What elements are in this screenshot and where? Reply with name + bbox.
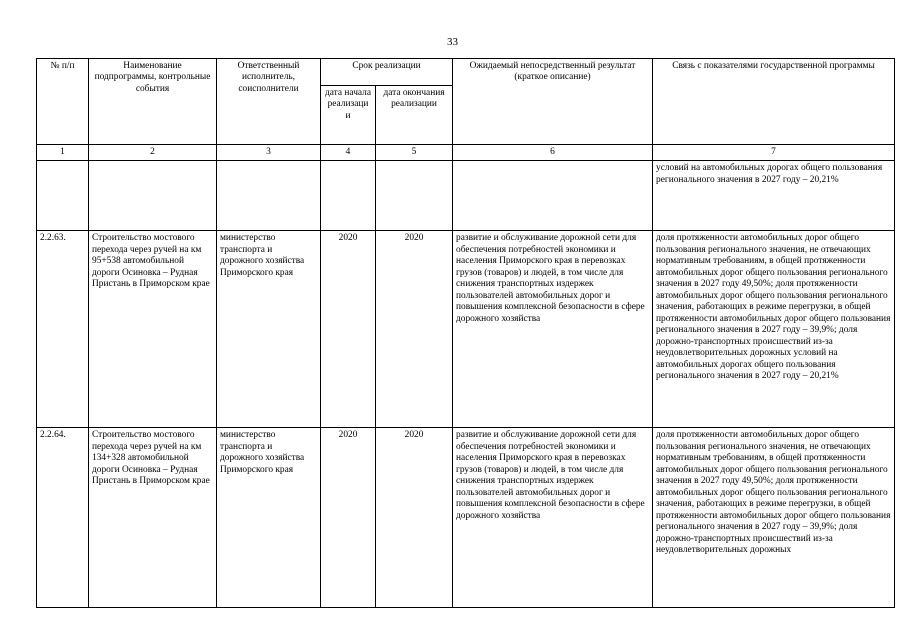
event-name: Строительство мостового перехода через ручей на км 95+538 автомобильной дороги Осиновка – Рудная Пристань в Приморском крае xyxy=(89,231,217,428)
empty-cell xyxy=(89,161,217,231)
header-row xyxy=(37,59,895,86)
table-row xyxy=(37,231,895,428)
header-name: Наименование подпрограммы, контрольные события xyxy=(89,59,217,145)
row-number: 2.2.64. xyxy=(37,428,89,608)
end-date: 2020 xyxy=(376,231,453,428)
empty-cell xyxy=(453,161,653,231)
executor: министерство транспорта и дорожного хозяйства Приморского края xyxy=(217,231,321,428)
executor: министерство транспорта и дорожного хозяйства Приморского края xyxy=(217,428,321,608)
header-executor: Ответственный исполнитель, соисполнители xyxy=(217,59,321,145)
header-link: Связь с показателями государственной программы xyxy=(653,59,895,145)
column-number: 7 xyxy=(653,145,895,161)
expected-result: развитие и обслуживание дорожной сети для обеспечения потребностей экономики и населения Приморского края в перевозках грузов (товаров) и людей, в том числе для снижения транспортных издержек пользователей автомобильных дорог и повышения комплексной безопасности в сфере дорожного хозяйства xyxy=(453,231,653,428)
event-name: Строительство мостового перехода через ручей на км 134+328 автомобильной дороги Осиновка – Рудная Пристань в Приморском крае xyxy=(89,428,217,608)
column-number: 4 xyxy=(321,145,376,161)
column-number: 3 xyxy=(217,145,321,161)
empty-cell xyxy=(321,161,376,231)
row-number: 2.2.63. xyxy=(37,231,89,428)
header-period: Срок реализации xyxy=(321,59,453,86)
continuation-row xyxy=(37,161,895,231)
empty-cell xyxy=(376,161,453,231)
column-number: 1 xyxy=(37,145,89,161)
column-number: 6 xyxy=(453,145,653,161)
program-table xyxy=(36,58,895,608)
column-number: 5 xyxy=(376,145,453,161)
expected-result: развитие и обслуживание дорожной сети для обеспечения потребностей экономики и населения Приморского края в перевозках грузов (товаров) и людей, в том числе для снижения транспортных издержек пользователей автомобильных дорог и повышения комплексной безопасности в сфере дорожного хозяйства xyxy=(453,428,653,608)
table-row xyxy=(37,428,895,608)
start-date: 2020 xyxy=(321,231,376,428)
page-number: 33 xyxy=(447,36,458,48)
column-number-row xyxy=(37,145,895,161)
column-number: 2 xyxy=(89,145,217,161)
header-result: Ожидаемый непосредственный результат (краткое описание) xyxy=(453,59,653,145)
start-date: 2020 xyxy=(321,428,376,608)
program-indicators: доля протяженности автомобильных дорог общего пользования регионального значения, не отвечающих нормативным требованиям, в общей протяженности автомобильных дорог общего пользования регионального значения в 2027 году 49,50%; доля протяженности автомобильных дорог общего пользования регионального значения, работающих в режиме перегрузки, в общей протяженности автомобильных дорог общего пользования регионального значения в 2027 году – 39,9%; доля дорожно-транспортных происшествий из-за неудовлетворительных дорожных условий на автомобильных дорогах общего пользования регионального значения в 2027 году – 20,21% xyxy=(653,231,895,428)
continuation-link-text: условий на автомобильных дорогах общего пользования регионального значения в 2027 году – 20,21% xyxy=(653,161,895,231)
header-number: № п/п xyxy=(37,59,89,145)
end-date: 2020 xyxy=(376,428,453,608)
header-end-date: дата окончания реализации xyxy=(376,86,453,145)
header-start-date: дата начала реализаци и xyxy=(321,86,376,145)
program-indicators: доля протяженности автомобильных дорог общего пользования регионального значения, не отвечающих нормативным требованиям, в общей протяженности автомобильных дорог общего пользования регионального значения в 2027 году 49,50%; доля протяженности автомобильных дорог общего пользования регионального значения, работающих в режиме перегрузки, в общей протяженности автомобильных дорог общего пользования регионального значения в 2027 году – 39,9%; доля дорожно-транспортных происшествий из-за неудовлетворительных дорожных xyxy=(653,428,895,608)
empty-cell xyxy=(217,161,321,231)
empty-cell xyxy=(37,161,89,231)
